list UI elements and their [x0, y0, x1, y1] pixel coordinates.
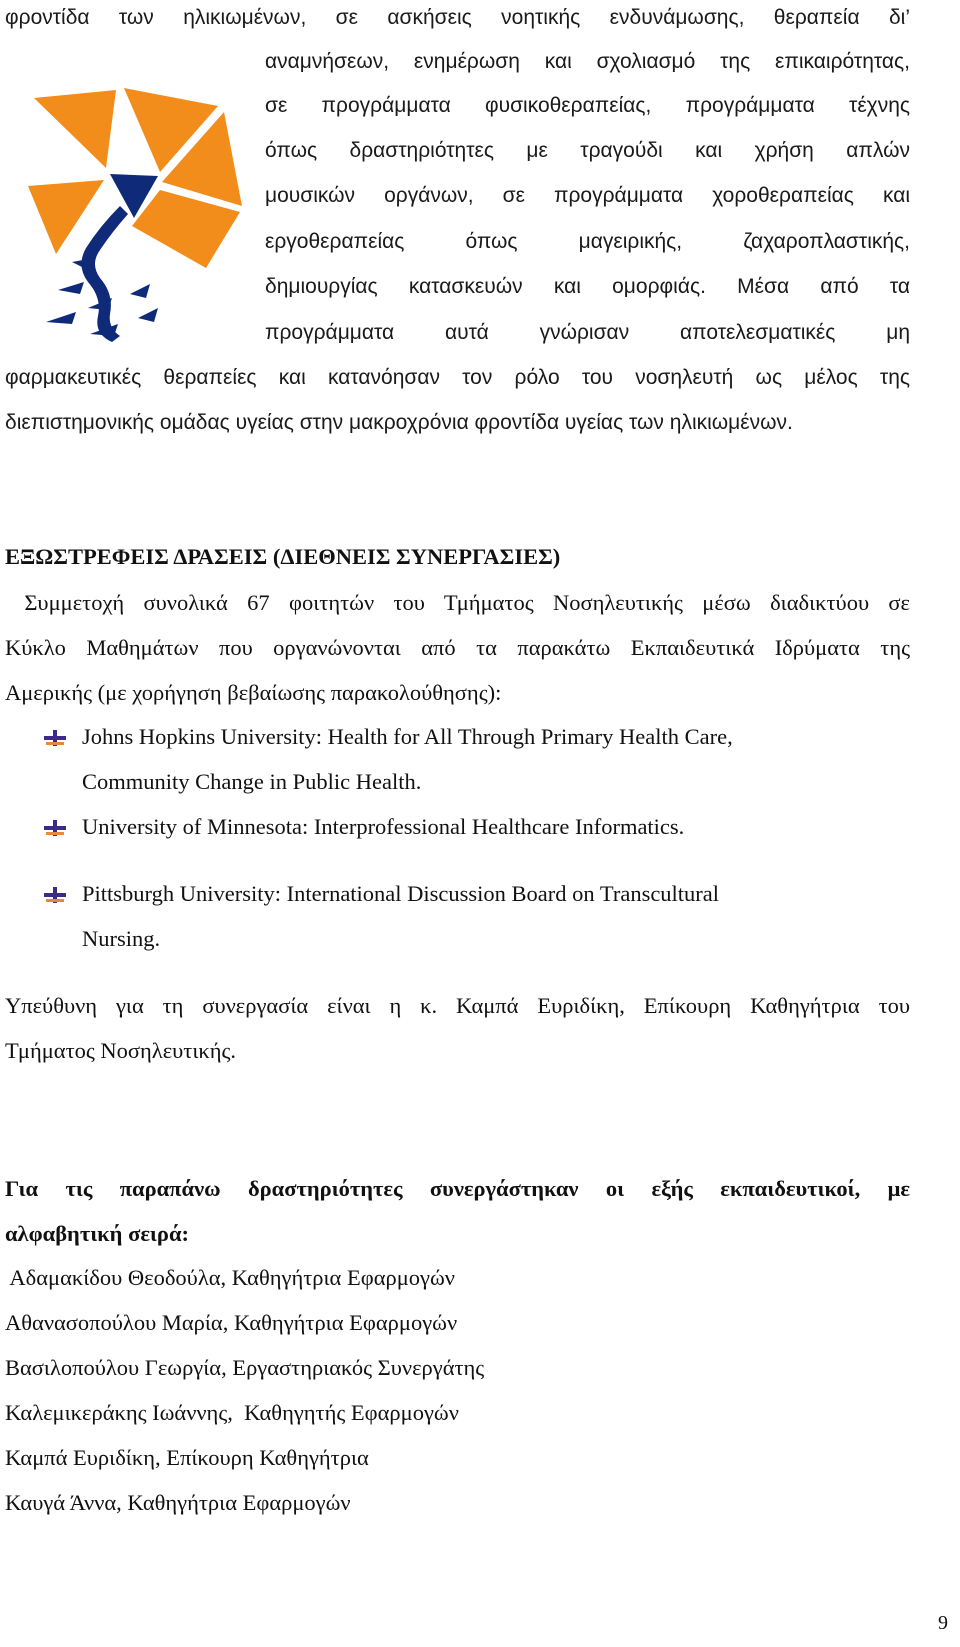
outreach-heading: ΕΞΩΣΤΡΕΦΕΙΣ ΔΡΑΣΕΙΣ (ΔΙΕΘΝΕΙΣ ΣΥΝΕΡΓΑΣΙΕΣ) — [5, 544, 561, 569]
bullet-3-line-2: Nursing. — [82, 926, 161, 951]
educators-heading-line-1: Για τις παραπάνω δραστηριότητες συνεργάστηκαν οι εξής εκπαιδευτικοί, με — [5, 1176, 910, 1201]
intro-line-2: αναμνήσεων, ενημέρωση και σχολιασμό της επικαιρότητας, — [265, 50, 910, 73]
educator-name-2: Αθανασοπούλου Μαρία, Καθηγήτρια Εφαρμογών — [5, 1310, 458, 1335]
intro-line-9: φαρμακευτικές θεραπείες και κατανόησαν τον ρόλο του νοσηλευτή ως μέλος της — [5, 366, 910, 389]
educator-name-5: Καμπά Ευριδίκη, Επίκουρη Καθηγήτρια — [5, 1445, 369, 1470]
intro-line-7: δημιουργίας κατασκευών και ομορφιάς. Μέσα από τα — [265, 275, 910, 298]
educator-name-4: Καλεμικεράκης Ιωάννης, Καθηγητής Εφαρμογών — [5, 1400, 459, 1425]
flower-logo-icon — [28, 86, 250, 348]
responsible-line-1: Υπεύθυνη για τη συνεργασία είναι η κ. Καμπά Ευριδίκη, Επίκουρη Καθηγήτρια του — [5, 993, 910, 1018]
educator-name-3: Βασιλοπούλου Γεωργία, Εργαστηριακός Συνεργάτης — [5, 1355, 485, 1380]
plus-bullet-icon — [44, 730, 66, 746]
educator-name-1: Αδαμακίδου Θεοδούλα, Καθηγήτρια Εφαρμογών — [5, 1265, 455, 1290]
page-number: 9 — [938, 1612, 948, 1634]
responsible-line-2: Τμήματος Νοσηλευτικής. — [5, 1038, 237, 1063]
bullet-1-line-1: Johns Hopkins University: Health for All Through Primary Health Care, — [82, 724, 733, 749]
intro-line-3: σε προγράμματα φυσικοθεραπείας, προγράμματα τέχνης — [265, 94, 910, 117]
plus-bullet-icon — [44, 820, 66, 836]
plus-bullet-icon — [44, 887, 66, 903]
intro-line-4: όπως δραστηριότητες με τραγούδι και χρήση απλών — [265, 139, 910, 162]
bullet-1-line-2: Community Change in Public Health. — [82, 769, 422, 794]
outreach-intro-line-1: Συμμετοχή συνολικά 67 φοιτητών του Τμήματος Νοσηλευτικής μέσω διαδικτύου σε — [5, 590, 910, 615]
intro-line-8: προγράμματα αυτά γνώρισαν αποτελεσματικές μη — [265, 321, 910, 344]
educator-name-6: Καυγά Άννα, Καθηγήτρια Εφαρμογών — [5, 1490, 351, 1515]
intro-line-6: εργοθεραπείας όπως μαγειρικής, ζαχαροπλαστικής, — [265, 230, 910, 253]
bullet-2-line-1: University of Minnesota: Interprofessional Healthcare Informatics. — [82, 814, 685, 839]
intro-line-5: μουσικών οργάνων, σε προγράμματα χοροθεραπείας και — [265, 184, 910, 207]
bullet-3-line-1: Pittsburgh University: International Discussion Board on Transcultural — [82, 881, 720, 906]
intro-line-10: διεπιστημονικής ομάδας υγείας στην μακροχρόνια φροντίδα υγείας των ηλικιωμένων. — [5, 411, 793, 434]
outreach-intro-line-2: Κύκλο Μαθημάτων που οργανώνονται από τα παρακάτω Εκπαιδευτικά Ιδρύματα της — [5, 635, 910, 660]
educators-heading-line-2: αλφαβητική σειρά: — [5, 1221, 189, 1246]
intro-line-1: φροντίδα των ηλικιωμένων, σε ασκήσεις νοητικής ενδυνάμωσης, θεραπεία δι’ — [5, 6, 910, 29]
outreach-intro-line-3: Αμερικής (με χορήγηση βεβαίωσης παρακολούθησης): — [5, 680, 502, 705]
